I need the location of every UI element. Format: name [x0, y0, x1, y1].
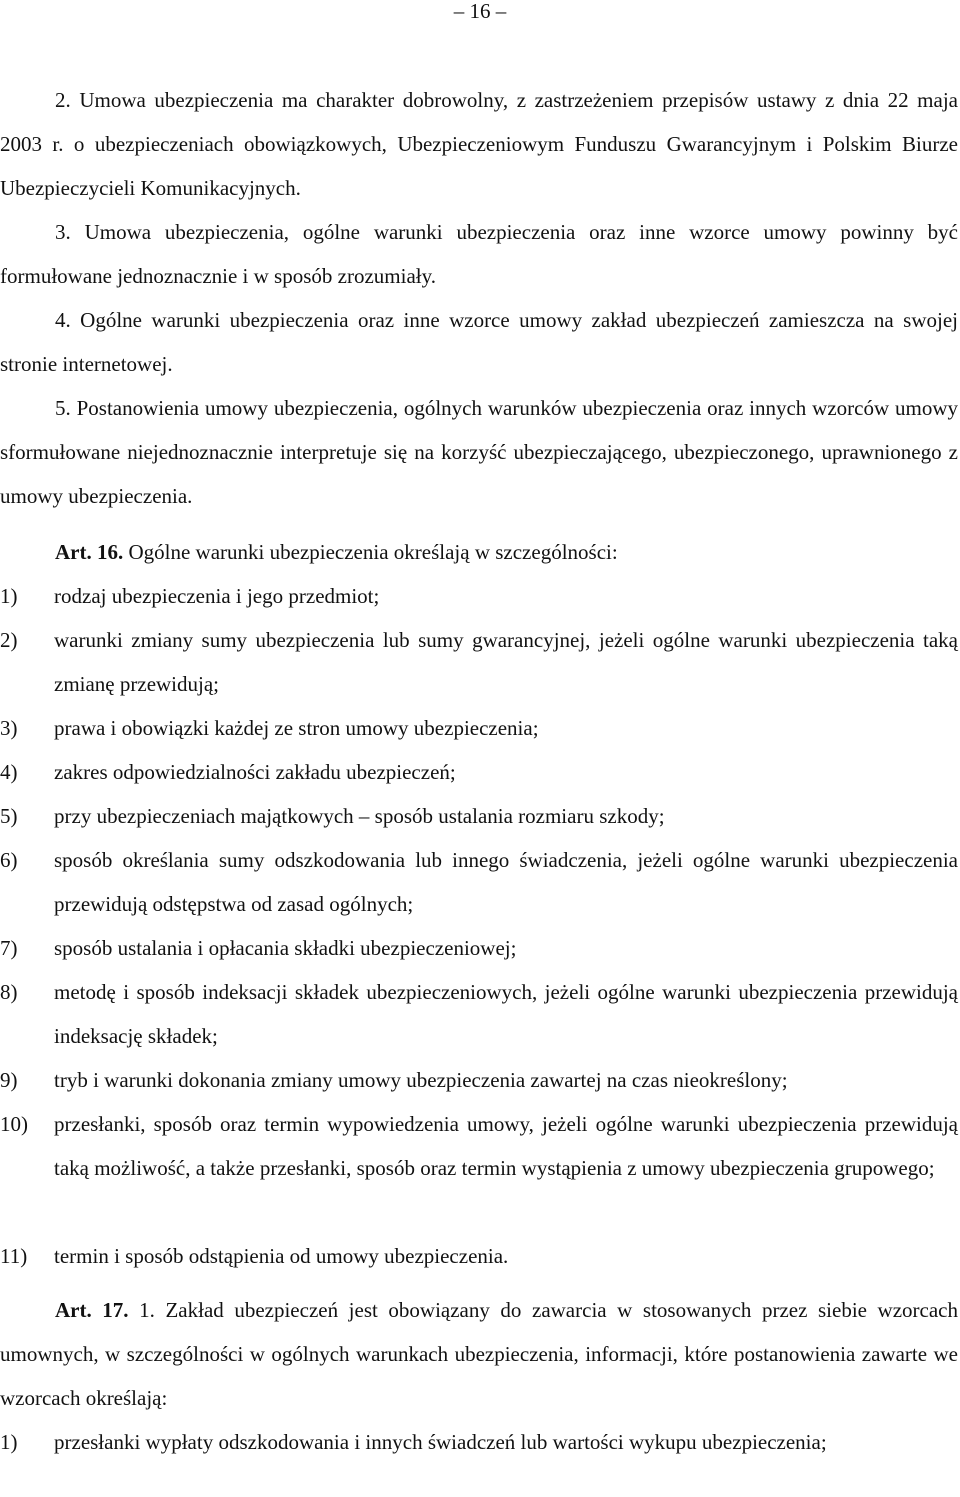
list-item: [0, 970, 958, 1058]
paragraph-3: 3. Umowa ubezpieczenia, ogólne warunki ubezpieczenia oraz inne wzorce umowy powinny być formułowane jednoznacznie i w sposób zrozumiały.: [0, 220, 958, 288]
list-item-text: przy ubezpieczeniach majątkowych – sposób ustalania rozmiaru szkody;: [54, 804, 665, 828]
list-item-text: sposób ustalania i opłacania składki ubezpieczeniowej;: [54, 936, 517, 960]
list-item-text: zakres odpowiedzialności zakładu ubezpieczeń;: [54, 760, 456, 784]
list-item-text: przesłanki, sposób oraz termin wypowiedzenia umowy, jeżeli ogólne warunki ubezpieczenia przewidują taką możliwość, a także przesłanki, sposób oraz termin wystąpienia z umowy ubezpieczenia grupowego;: [54, 1112, 958, 1180]
list-item: [0, 1102, 958, 1190]
article-16-label: Art. 16.: [55, 540, 124, 564]
article-16-intro-text: Ogólne warunki ubezpieczenia określają w szczególności:: [123, 540, 618, 564]
list-item-text: sposób określania sumy odszkodowania lub innego świadczenia, jeżeli ogólne warunki ubezpieczenia przewidują odstępstwa od zasad ogólnych;: [54, 848, 958, 916]
list-item-number: 5): [0, 804, 18, 828]
list-item-number: 4): [0, 760, 18, 784]
list-item-text: rodzaj ubezpieczenia i jego przedmiot;: [54, 584, 380, 608]
list-item: [0, 574, 958, 618]
article-17-label: Art. 17.: [55, 1298, 129, 1322]
list-item: [0, 1420, 958, 1464]
list-item-text: prawa i obowiązki każdej ze stron umowy ubezpieczenia;: [54, 716, 539, 740]
list-item-number: 10): [0, 1112, 28, 1136]
page-number: – 16 –: [453, 0, 507, 23]
list-item-text: tryb i warunki dokonania zmiany umowy ubezpieczenia zawartej na czas nieokreślony;: [54, 1068, 788, 1092]
list-item: [0, 1234, 958, 1278]
list-item-number: 11): [0, 1244, 28, 1268]
list-item-number: 8): [0, 980, 18, 1004]
list-item: [0, 706, 958, 750]
list-item: [0, 1058, 958, 1102]
paragraph-2: 2. Umowa ubezpieczenia ma charakter dobrowolny, z zastrzeżeniem przepisów ustawy z dnia 22 maja 2003 r. o ubezpieczeniach obowiązkowych, Ubezpieczeniowym Funduszu Gwarancyjnym i Polskim Biurze Ubezpieczycieli Komunikacyjnych.: [0, 88, 958, 200]
list-item-number: 9): [0, 1068, 18, 1092]
list-item: [0, 794, 958, 838]
paragraph-4: 4. Ogólne warunki ubezpieczenia oraz inne wzorce umowy zakład ubezpieczeń zamieszcza na swojej stronie internetowej.: [0, 308, 958, 376]
list-item-text: metodę i sposób indeksacji składek ubezpieczeniowych, jeżeli ogólne warunki ubezpieczenia przewidują indeksację składek;: [54, 980, 958, 1048]
list-item-number: 1): [0, 1430, 18, 1454]
article-17-paragraph-1: [0, 1288, 958, 1420]
list-item: [0, 838, 958, 926]
list-item-number: 1): [0, 584, 18, 608]
list-item: [0, 926, 958, 970]
list-item-text: przesłanki wypłaty odszkodowania i innych świadczeń lub wartości wykupu ubezpieczenia;: [54, 1430, 827, 1454]
list-item-text: termin i sposób odstąpienia od umowy ubezpieczenia.: [54, 1244, 509, 1268]
list-item-number: 7): [0, 936, 18, 960]
article-16-intro: [0, 530, 958, 574]
article-17-intro-text: 1. Zakład ubezpieczeń jest obowiązany do zawarcia w stosowanych przez siebie wzorcach umownych, w szczególności w ogólnych warunkach ubezpieczenia, informacji, które postanowienia zawarte we wzorcach określają:: [0, 1298, 958, 1410]
list-item-number: 6): [0, 848, 18, 872]
list-item-text: warunki zmiany sumy ubezpieczenia lub sumy gwarancyjnej, jeżeli ogólne warunki ubezpieczenia taką zmianę przewidują;: [54, 628, 958, 696]
list-item: [0, 750, 958, 794]
list-item: [0, 618, 958, 706]
list-item-number: 3): [0, 716, 18, 740]
paragraph-5: 5. Postanowienia umowy ubezpieczenia, ogólnych warunków ubezpieczenia oraz innych wzorców umowy sformułowane niejednoznacznie interpretuje się na korzyść ubezpieczającego, ubezpieczonego, uprawnionego z umowy ubezpieczenia.: [0, 396, 958, 508]
list-item-number: 2): [0, 628, 18, 652]
